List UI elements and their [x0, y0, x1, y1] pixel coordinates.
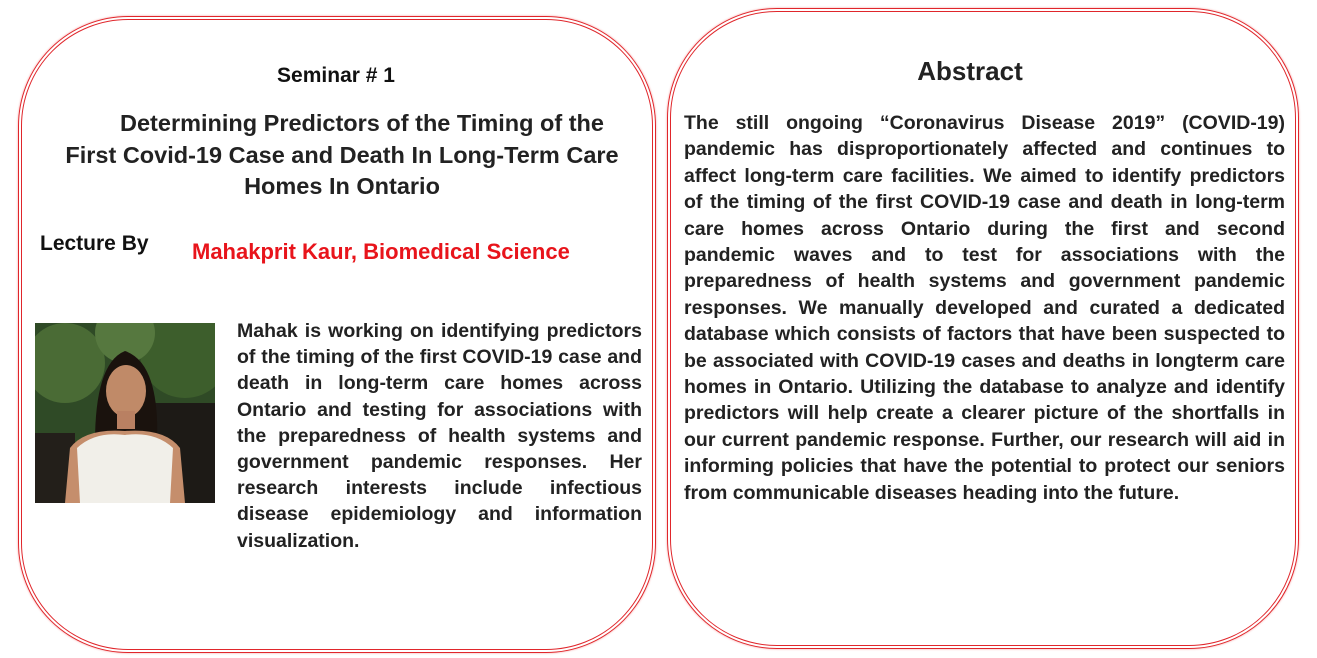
seminar-card: [18, 16, 656, 653]
speaker-photo: [35, 323, 215, 503]
speaker-name: Mahakprit Kaur, Biomedical Science: [192, 239, 570, 264]
abstract-heading: Abstract: [917, 56, 1023, 86]
seminar-heading: Seminar # 1: [277, 64, 395, 87]
abstract-card: [667, 8, 1299, 649]
seminar-title: Determining Predictors of the Timing of the First Covid-19 Case and Death In Long-Term Care Homes In Ontario: [65, 110, 619, 199]
lecture-by-label: Lecture By: [40, 232, 149, 255]
speaker-bio: Mahak is working on identifying predictors of the timing of the first COVID-19 case and death in long-term care homes across Ontario and testing for associations with the preparedness of health systems and government pandemic responses. Her research interests include infectious disease epidemiology and information visualization.: [237, 320, 642, 552]
abstract-text: The still ongoing “Coronavirus Disease 2019” (COVID-19) pandemic has disproportionately affected and continues to affect long-term care facilities. We aimed to identify predictors of the timing of the first COVID-19 case and death in long-term care homes across Ontario during the first and second pandemic waves and to test for associations with the preparedness of health systems and government pandemic responses. We manually developed and curated a dedicated database which consists of factors that have been suspected to be associated with COVID-19 cases and deaths in longterm care homes in Ontario. Utilizing the database to analyze and identify predictors will help create a clearer picture of the shortfalls in our current pandemic response. Further, our research will aid in informing policies that have the potential to protect our seniors from communicable diseases heading into the future.: [684, 112, 1285, 504]
